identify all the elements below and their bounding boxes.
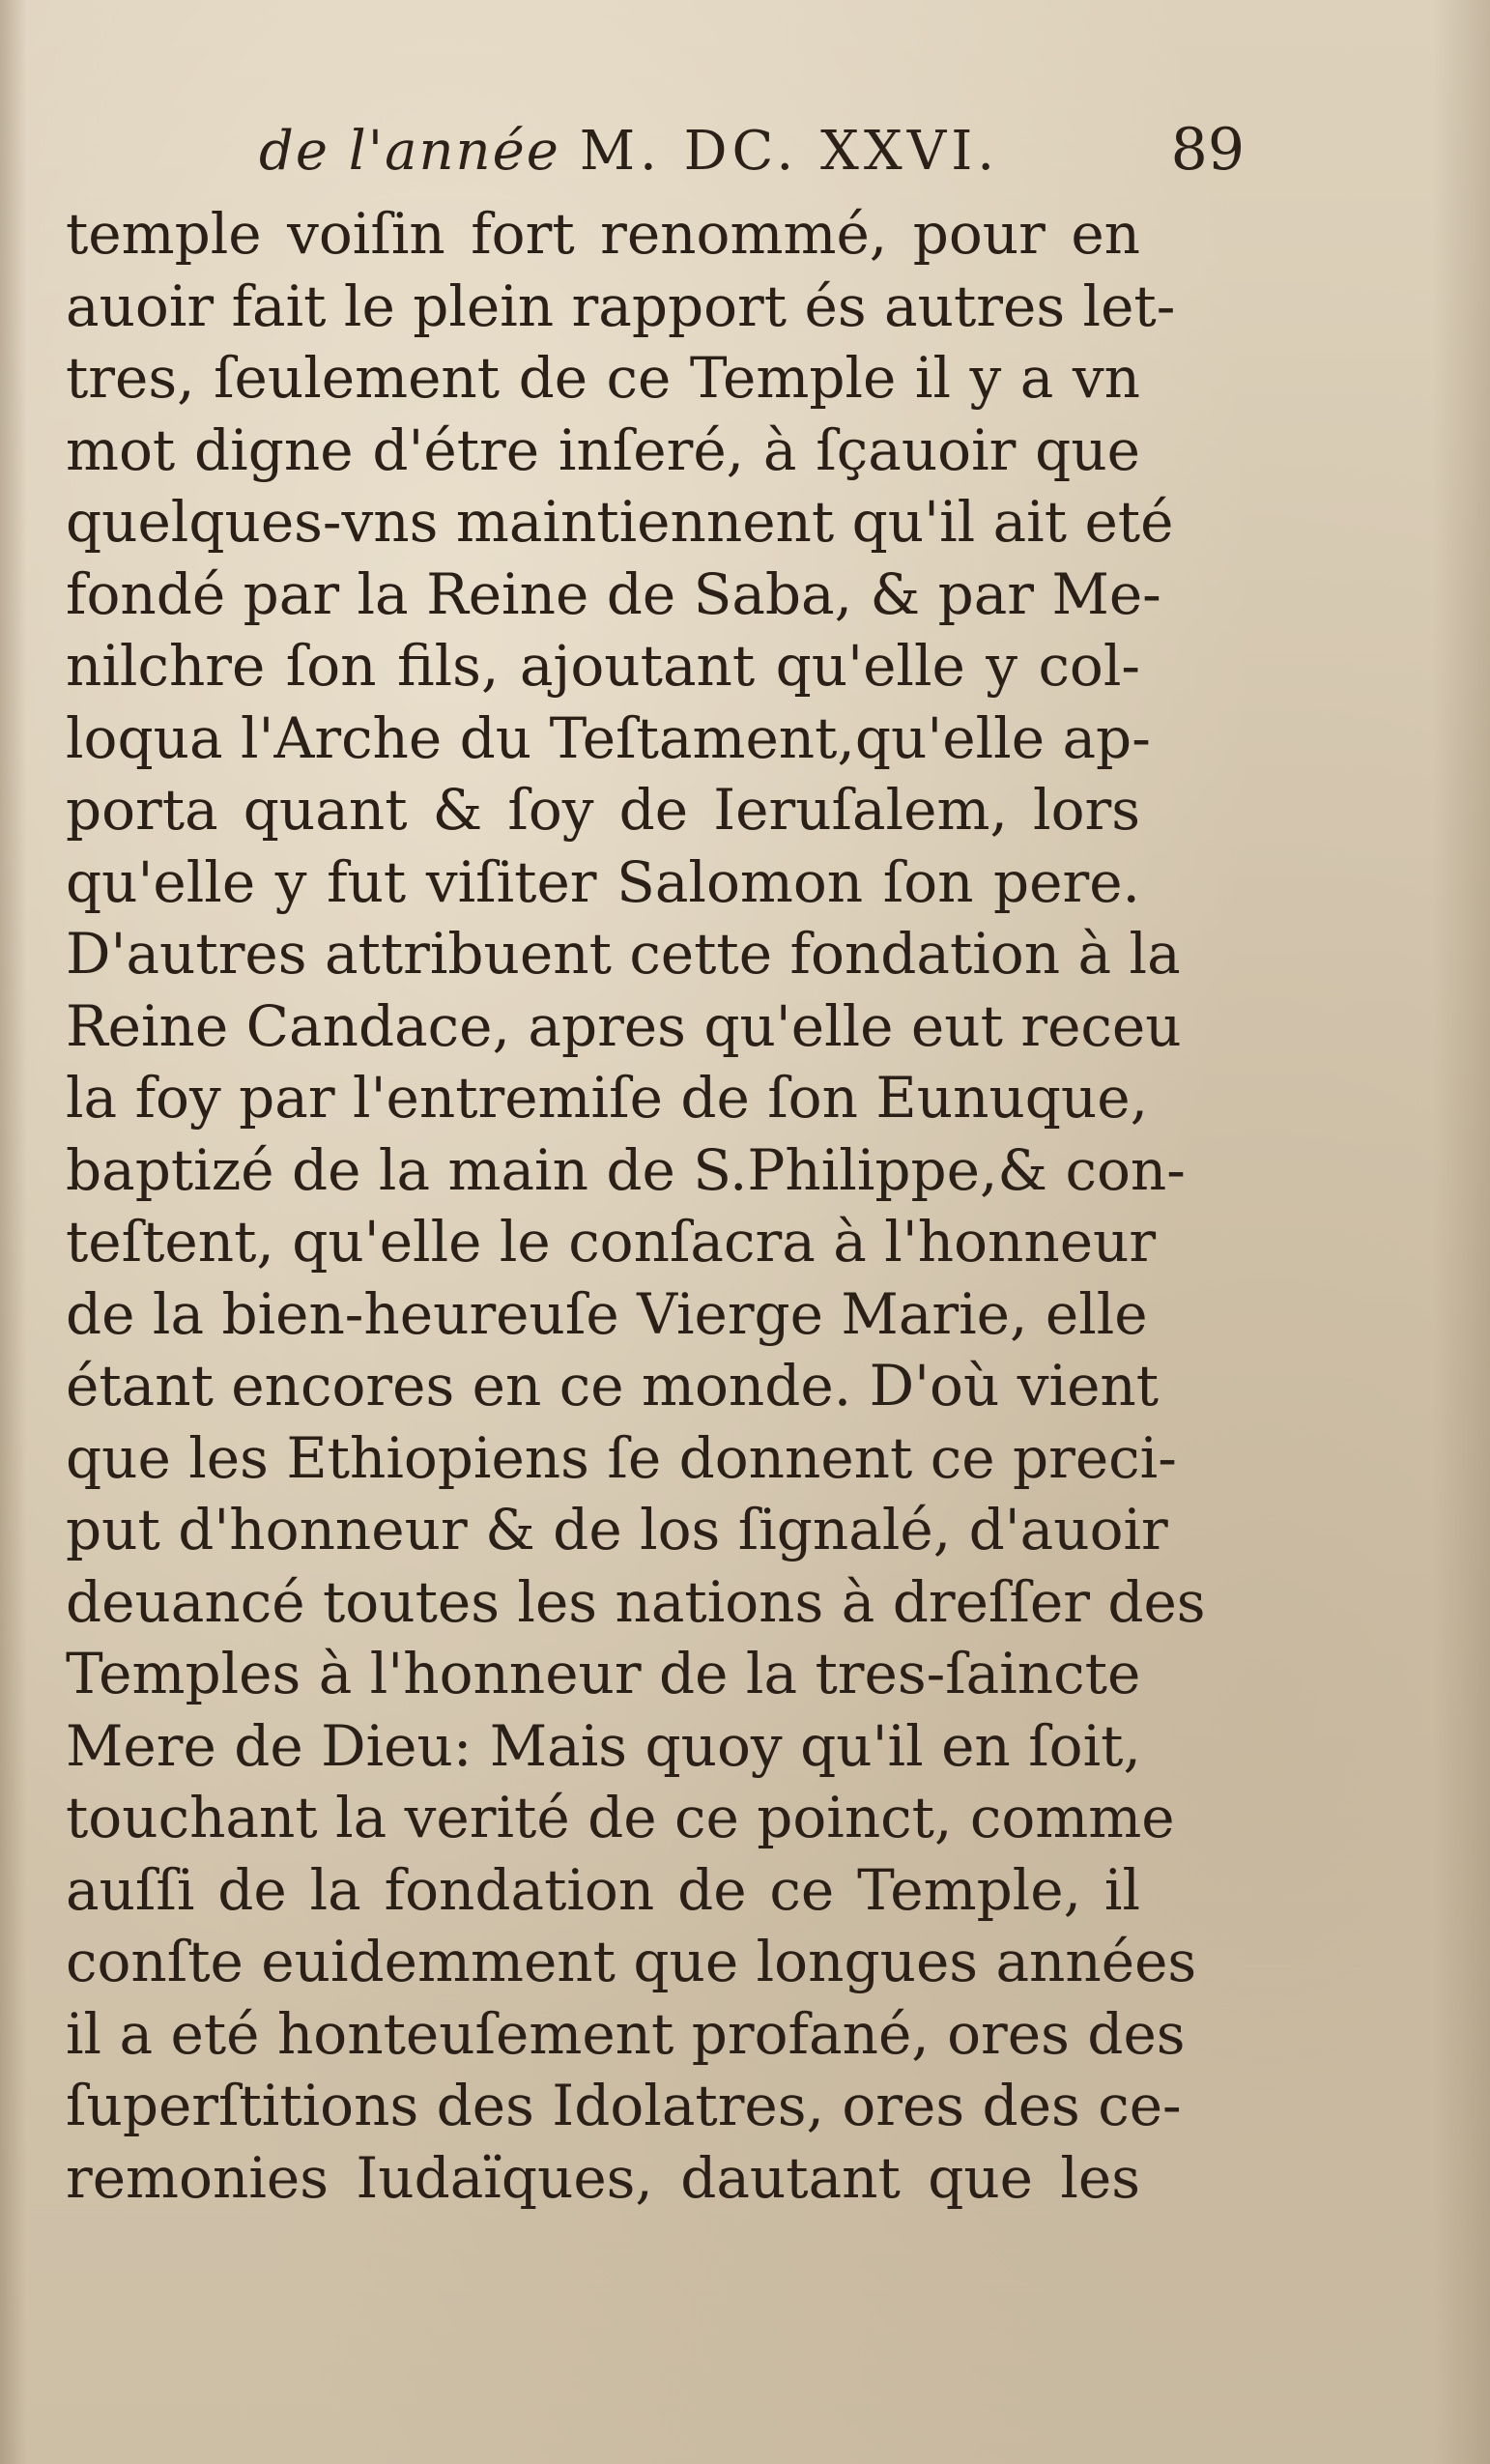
running-head — [259, 120, 999, 183]
text-line: mot digne d'étre inſeré, à ſçauoir que — [66, 416, 1140, 483]
text-line: auoir fait le plein rapport és autres let- — [66, 272, 1176, 339]
text-line: remonies Iudaïques, dautant que les — [66, 2144, 1140, 2211]
text-line: tres, ſeulement de ce Temple il y a vn — [66, 345, 1140, 411]
text-line: Reine Candace, apres qu'elle eut receu — [66, 992, 1182, 1059]
text-line: Mere de Dieu: Mais quoy qu'il en ſoit, — [66, 1712, 1141, 1779]
text-line: touchant la verité de ce poinct, comme — [66, 1785, 1175, 1850]
text-line: temple voiſin fort renommé, pour en — [66, 201, 1140, 267]
running-head-year: M. DC. XXVI. — [579, 120, 1000, 183]
text-line: teſtent, qu'elle le conſacra à l'honneur — [66, 1209, 1157, 1275]
gutter-shadow — [0, 0, 27, 2464]
text-line: D'autres attribuent cette fondation à la — [66, 921, 1181, 987]
text-line: conſte euidemment que longues années — [66, 1929, 1197, 1994]
text-line: de la bien-heureuſe Vierge Marie, elle — [66, 1280, 1148, 1347]
body-text — [66, 198, 1206, 2214]
text-line: baptizé de la main de S.Philippe,& con- — [66, 1136, 1186, 1203]
text-line: quelques-vns maintiennent qu'il ait eté — [66, 489, 1174, 555]
text-line: qu'elle y fut viſiter Salomon ſon pere. — [66, 848, 1140, 915]
page-edge-shadow — [1432, 0, 1490, 2464]
text-line: nilchre ſon fils, ajoutant qu'elle y col- — [66, 633, 1140, 699]
text-line: loqua l'Arche du Teſtament,qu'elle ap- — [66, 704, 1151, 771]
text-line: que les Ethiopiens ſe donnent ce preci- — [66, 1424, 1177, 1491]
text-line: il a eté honteuſement profané, ores des — [66, 2000, 1186, 2067]
text-line: la foy par l'entremiſe de ſon Eunuque, — [66, 1065, 1149, 1131]
text-line: ſuperſtitions des Idolatres, ores des ce- — [66, 2073, 1182, 2138]
text-line: fondé par la Reine de Saba, & par Me- — [66, 560, 1161, 627]
text-line: deuancé toutes les nations à dreſſer des — [66, 1568, 1206, 1635]
text-line: put d'honneur & de los ſignalé, d'auoir — [66, 1497, 1168, 1562]
text-line: étant encores en ce monde. D'où vient — [66, 1353, 1160, 1418]
page-header — [259, 116, 1245, 186]
text-line: porta quant & ſoy de Ieruſalem, lors — [66, 777, 1140, 843]
text-line: auſſi de la fondation de ce Temple, il — [66, 1856, 1140, 1923]
page-number: 89 — [1170, 116, 1245, 184]
running-head-italic: de l'année — [259, 120, 560, 183]
text-line: Temples à l'honneur de la tres-ſaincte — [66, 1641, 1141, 1706]
